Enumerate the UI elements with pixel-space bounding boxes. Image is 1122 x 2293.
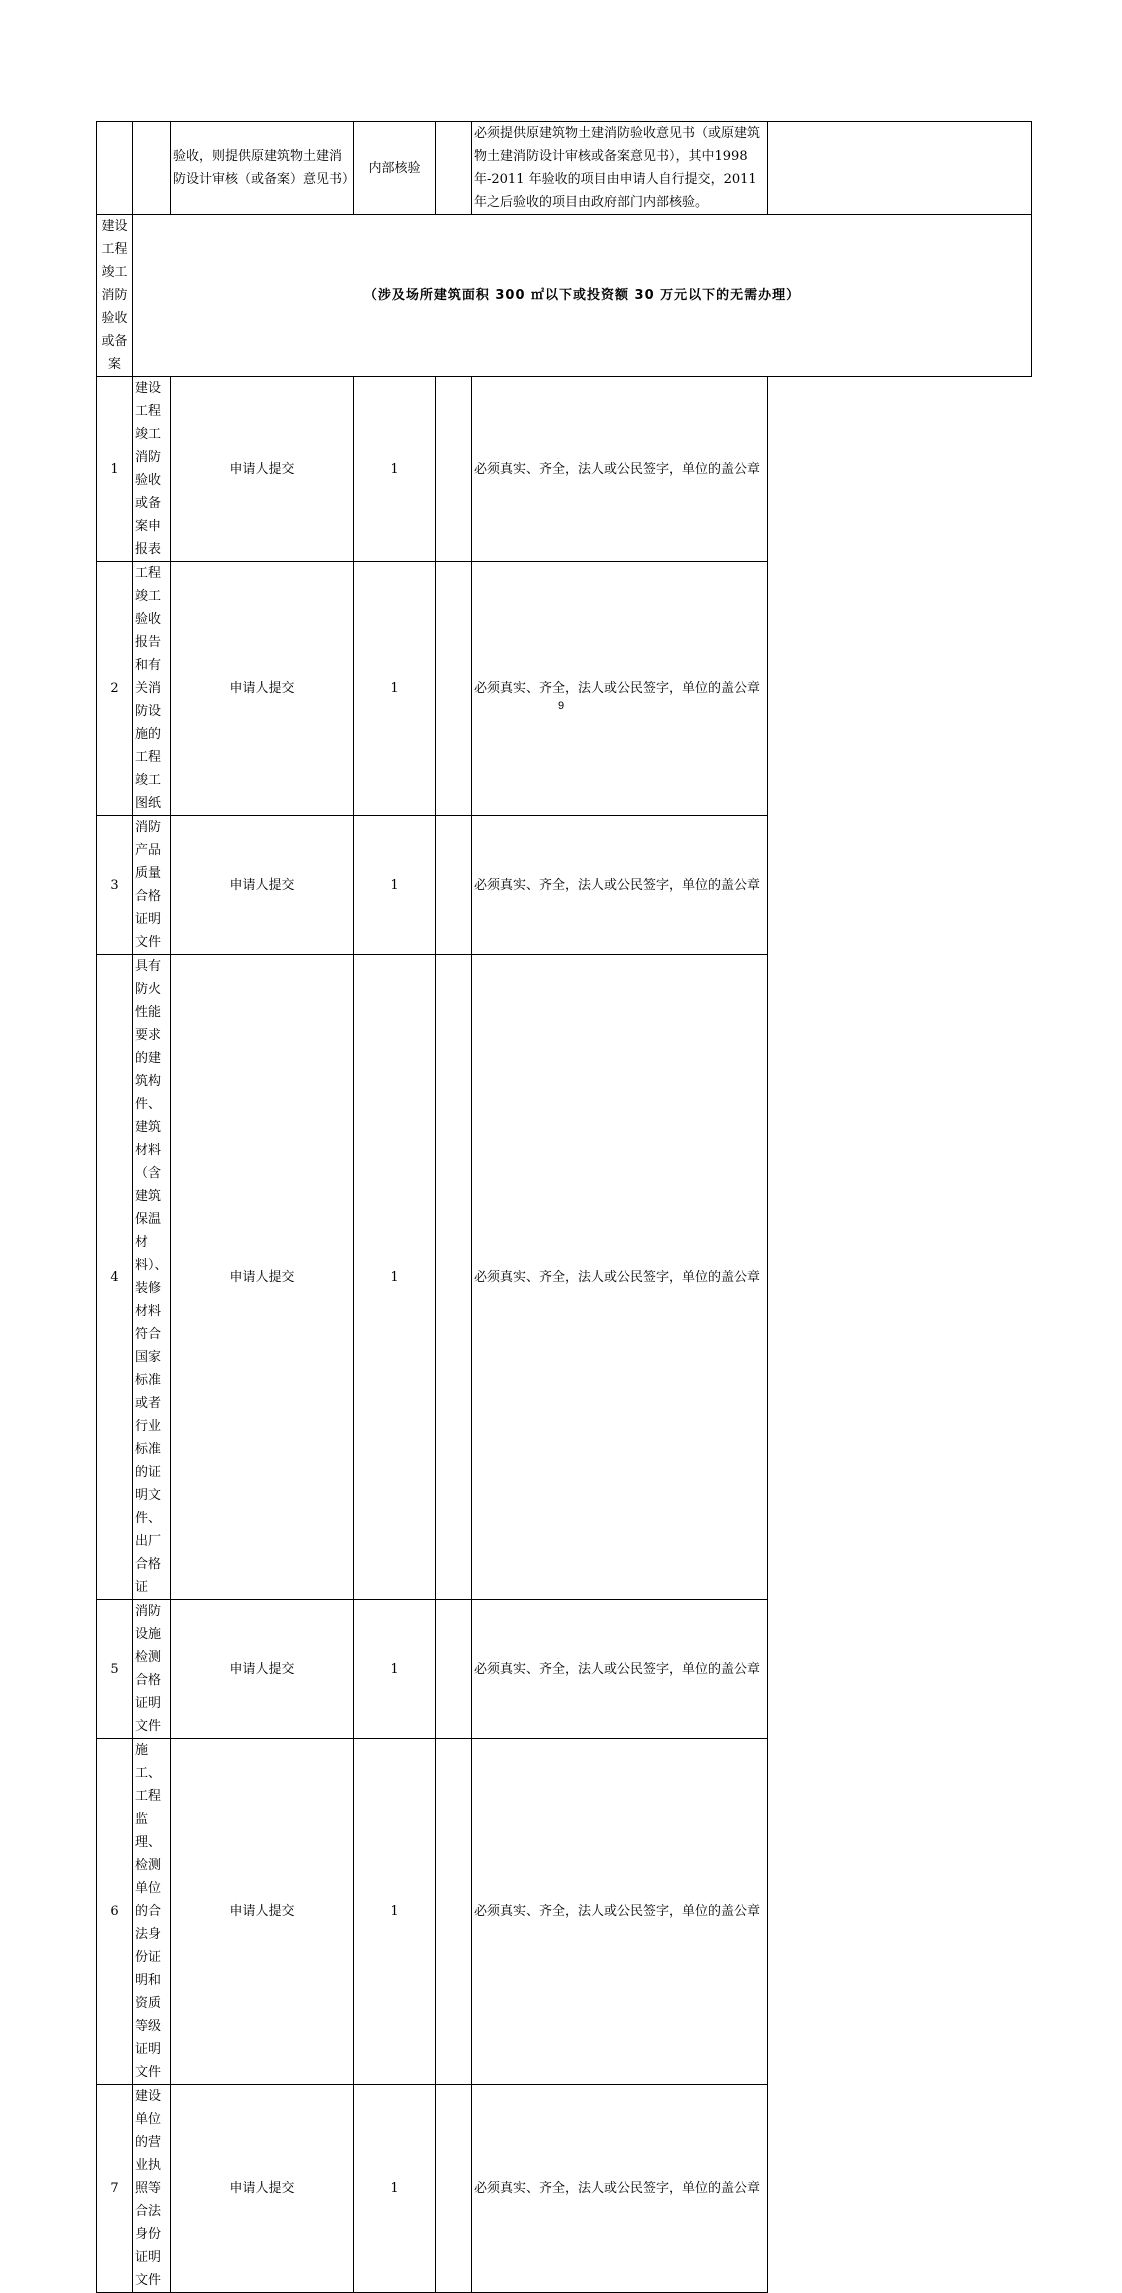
table-row: [97, 1600, 1032, 1739]
requirement-empty: [436, 955, 472, 1600]
copies-count: 1: [354, 377, 436, 562]
submission-source: 申请人提交: [171, 1600, 354, 1739]
requirement-empty: [436, 1739, 472, 2085]
submission-source: 申请人提交: [171, 1739, 354, 2085]
copies-cell-empty: [436, 122, 472, 215]
requirement-empty: [436, 377, 472, 562]
material-name: 施工、工程监理、检测单位的合法身份证明和资质等级证明文件: [133, 1739, 171, 2085]
material-name: 消防产品质量合格证明文件: [133, 816, 171, 955]
submission-source: 申请人提交: [171, 2085, 354, 2293]
row-number: 2: [97, 562, 133, 816]
copies-count: 1: [354, 955, 436, 1600]
requirement-cell: 必须提供原建筑物土建消防验收意见书（或原建筑物土建消防设计审核或备案意见书），其中1998 年-2011 年验收的项目由申请人自行提交，2011 年之后验收的项目由政府部门内部核验。: [472, 122, 768, 215]
table-row: [97, 816, 1032, 955]
submission-source: 申请人提交: [171, 816, 354, 955]
table-row: [97, 562, 1032, 816]
requirement-note: 必须真实、齐全，法人或公民签字，单位的盖公章: [472, 2085, 768, 2293]
table-row: [97, 2085, 1032, 2293]
submission-source: 申请人提交: [171, 955, 354, 1600]
category-cell-empty: [97, 122, 133, 215]
copies-count: 1: [354, 2085, 436, 2293]
requirement-note: 必须真实、齐全，法人或公民签字，单位的盖公章: [472, 955, 768, 1600]
continuation-row: [97, 122, 1032, 215]
category-cell: 建设工程竣工消防验收或备案: [97, 215, 133, 377]
row-number: 3: [97, 816, 133, 955]
row-number: 7: [97, 2085, 133, 2293]
table-row: [97, 377, 1032, 562]
requirement-empty: [436, 562, 472, 816]
requirement-note: 必须真实、齐全，法人或公民签字，单位的盖公章: [472, 1600, 768, 1739]
table-row: [97, 1739, 1032, 2085]
row-number: 5: [97, 1600, 133, 1739]
material-name: 工程竣工验收报告和有关消防设施的工程竣工图纸: [133, 562, 171, 816]
requirement-empty: [436, 1600, 472, 1739]
requirement-empty: [436, 816, 472, 955]
row-number: 1: [97, 377, 133, 562]
requirement-empty: [436, 2085, 472, 2293]
material-name: 具有防火性能要求的建筑构件、建筑材料（含建筑保温材料）、装修材料符合国家标准或者行业标准的证明文件、出厂合格证: [133, 955, 171, 1600]
source-cell: 内部核验: [354, 122, 436, 215]
banner-row: [97, 215, 1032, 377]
requirement-note: 必须真实、齐全，法人或公民签字，单位的盖公章: [472, 377, 768, 562]
submission-source: 申请人提交: [171, 377, 354, 562]
copies-count: 1: [354, 1739, 436, 2085]
material-name: 建设单位的营业执照等合法身份证明文件: [133, 2085, 171, 2293]
number-cell-empty: [133, 122, 171, 215]
requirement-note: 必须真实、齐全，法人或公民签字，单位的盖公章: [472, 816, 768, 955]
copies-count: 1: [354, 1600, 436, 1739]
material-name: 消防设施检测合格证明文件: [133, 1600, 171, 1739]
copies-count: 1: [354, 816, 436, 955]
table-row: [97, 955, 1032, 1600]
section-banner: （涉及场所建筑面积 300 ㎡以下或投资额 30 万元以下的无需办理）: [133, 215, 1032, 377]
page-number: 9: [557, 700, 565, 712]
copies-count: 1: [354, 562, 436, 816]
requirement-note: 必须真实、齐全，法人或公民签字，单位的盖公章: [472, 562, 768, 816]
row-number: 4: [97, 955, 133, 1600]
note-cell-empty: [768, 122, 1032, 215]
material-name: 建设工程竣工消防验收或备案申报表: [133, 377, 171, 562]
submission-source: 申请人提交: [171, 562, 354, 816]
materials-table: [96, 121, 1032, 2293]
requirement-note: 必须真实、齐全，法人或公民签字，单位的盖公章: [472, 1739, 768, 2085]
row-number: 6: [97, 1739, 133, 2085]
material-cell: 验收，则提供原建筑物土建消防设计审核（或备案）意见书）: [171, 122, 354, 215]
